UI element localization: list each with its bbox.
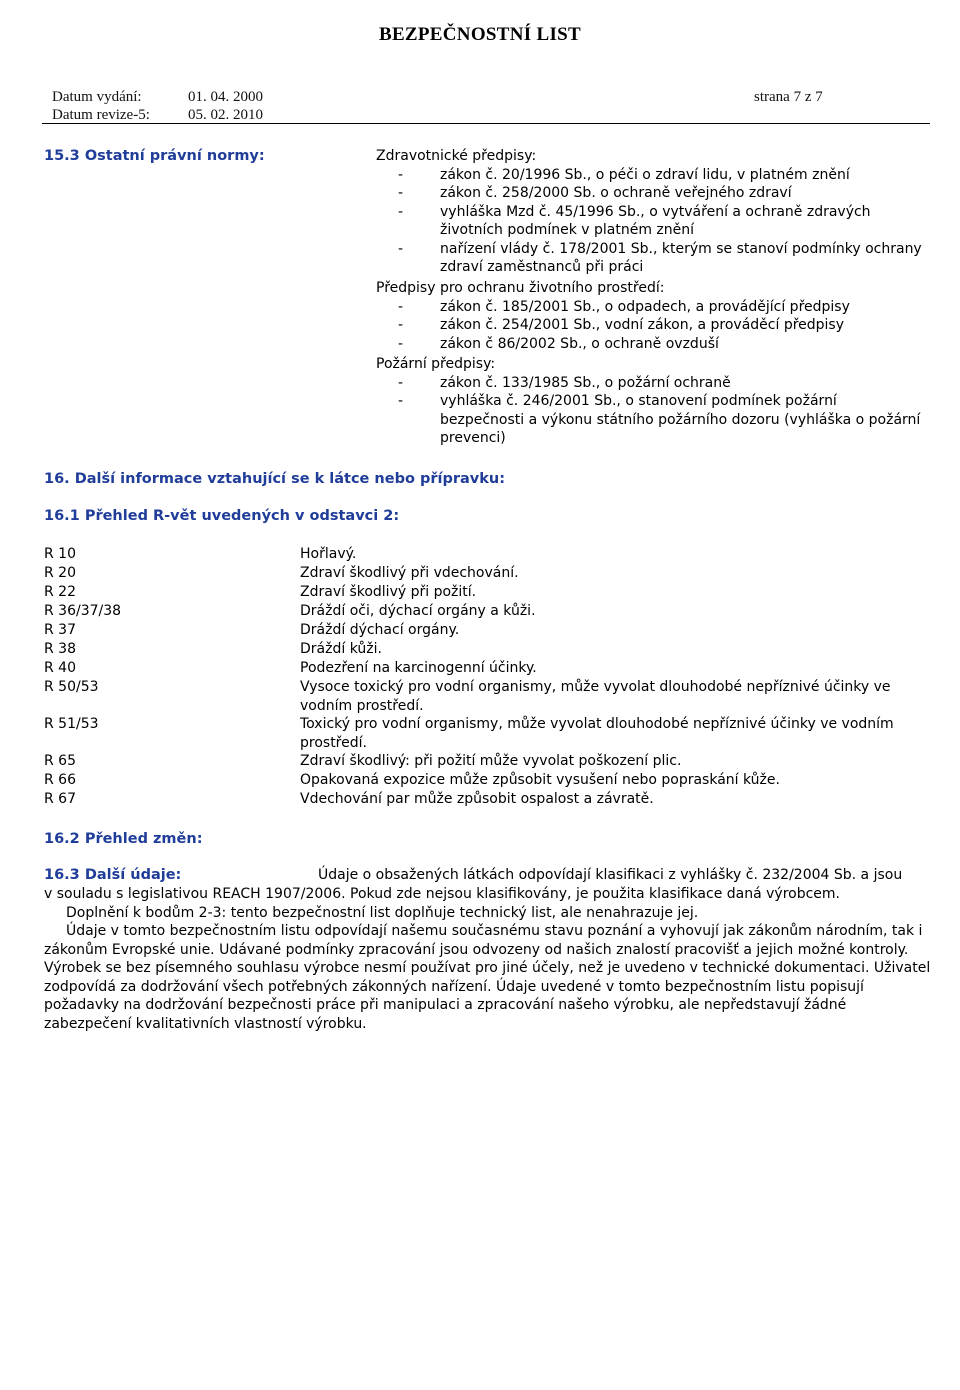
law-item: zákon č 86/2002 Sb., o ochraně ovzduší bbox=[440, 335, 719, 352]
r-text: Hořlavý. bbox=[300, 546, 357, 562]
law-item: vyhláška č. 246/2001 Sb., o stanovení podmínek požární bbox=[440, 393, 837, 409]
paragraph-line: požadavky na dodržování bezpečnosti práce při manipulaci a zpracování našeho výrobku, ale nepředstavují žádné bbox=[44, 997, 847, 1013]
r-code: R 10 bbox=[44, 546, 76, 562]
r-text: Toxický pro vodní organismy, může vyvolat dlouhodobé nepříznivé účinky ve vodním bbox=[300, 716, 894, 732]
law-item: nařízení vlády č. 178/2001 Sb., kterým se stanoví podmínky ochrany bbox=[440, 240, 922, 257]
header-divider bbox=[42, 123, 930, 124]
law-item: zákon č. 185/2001 Sb., o odpadech, a provádějící předpisy bbox=[440, 298, 850, 315]
page-number: strana 7 z 7 bbox=[754, 89, 823, 105]
revision-date-label: Datum revize-5: bbox=[52, 107, 150, 123]
paragraph-line: v souladu s legislativou REACH 1907/2006. Pokud zde nejsou klasifikovány, je použita klasifikace daná výrobcem. bbox=[44, 886, 840, 902]
list-bullet: - bbox=[398, 240, 404, 257]
list-bullet: - bbox=[398, 166, 404, 183]
issue-date-label: Datum vydání: bbox=[52, 89, 142, 105]
revision-date: 05. 02. 2010 bbox=[188, 107, 263, 123]
r-code: R 66 bbox=[44, 772, 76, 788]
section-15-3-heading: 15.3 Ostatní právní normy: bbox=[44, 148, 265, 164]
law-item-continuation: životních podmínek v platném znění bbox=[440, 222, 695, 238]
r-text: Zdraví škodlivý při požití. bbox=[300, 584, 477, 600]
list-bullet: - bbox=[398, 335, 404, 352]
paragraph-line: Údaje v tomto bezpečnostním listu odpovídají našemu současnému stavu poznání a vyhovují jak zákonům národním, tak i bbox=[66, 923, 923, 939]
group-title-environment: Předpisy pro ochranu životního prostředí: bbox=[376, 280, 665, 296]
r-code: R 37 bbox=[44, 622, 76, 638]
r-code: R 22 bbox=[44, 584, 76, 600]
r-text-continuation: vodním prostředí. bbox=[300, 697, 424, 714]
r-code: R 40 bbox=[44, 660, 76, 676]
law-item-continuation: prevenci) bbox=[440, 430, 506, 446]
law-item: zákon č. 254/2001 Sb., vodní zákon, a prováděcí předpisy bbox=[440, 317, 845, 333]
law-item: vyhláška Mzd č. 45/1996 Sb., o vytváření a ochraně zdravých bbox=[440, 203, 871, 220]
section-16-2-heading: 16.2 Přehled změn: bbox=[44, 831, 203, 847]
r-code: R 50/53 bbox=[44, 679, 99, 695]
r-code: R 67 bbox=[44, 791, 76, 807]
r-code: R 65 bbox=[44, 753, 76, 769]
paragraph-line: Výrobek se bez písemného souhlasu výrobce nesmí používat pro jiné účely, než je uvedeno v technické dokumentaci. Uživatel bbox=[44, 960, 931, 976]
law-item-continuation: zdraví zaměstnanců při práci bbox=[440, 259, 644, 275]
section-16-heading: 16. Další informace vztahující se k látce nebo přípravku: bbox=[44, 471, 506, 487]
r-text: Dráždí oči, dýchací orgány a kůži. bbox=[300, 603, 536, 619]
r-code: R 36/37/38 bbox=[44, 603, 122, 619]
list-bullet: - bbox=[398, 185, 404, 201]
law-item: zákon č. 258/2000 Sb. o ochraně veřejného zdraví bbox=[440, 185, 792, 201]
list-bullet: - bbox=[398, 298, 404, 315]
r-text-continuation: prostředí. bbox=[300, 734, 367, 751]
r-text: Podezření na karcinogenní účinky. bbox=[300, 660, 537, 676]
r-text: Vysoce toxický pro vodní organismy, může vyvolat dlouhodobé nepříznivé účinky ve bbox=[300, 679, 891, 695]
paragraph-line: Doplnění k bodům 2-3: tento bezpečnostní list doplňuje technický list, ale nenahrazuje jej. bbox=[66, 904, 699, 921]
section-16-3-heading: 16.3 Další údaje: bbox=[44, 867, 182, 883]
law-item: zákon č. 20/1996 Sb., o péči o zdraví lidu, v platném znění bbox=[440, 166, 850, 183]
list-bullet: - bbox=[398, 203, 404, 220]
law-item: zákon č. 133/1985 Sb., o požární ochraně bbox=[440, 374, 731, 391]
r-text: Dráždí dýchací orgány. bbox=[300, 622, 460, 638]
r-text: Vdechování par může způsobit ospalost a závratě. bbox=[300, 791, 654, 807]
paragraph-line: zabezpečení kvalitativních vlastností výrobku. bbox=[44, 1015, 367, 1032]
issue-date: 01. 04. 2000 bbox=[188, 89, 263, 105]
document-title: BEZPEČNOSTNÍ LIST bbox=[378, 24, 582, 45]
group-title-fire: Požární předpisy: bbox=[376, 356, 496, 372]
r-code: R 38 bbox=[44, 641, 76, 657]
list-bullet: - bbox=[398, 393, 404, 409]
list-bullet: - bbox=[398, 317, 404, 333]
r-text: Dráždí kůži. bbox=[300, 641, 382, 657]
list-bullet: - bbox=[398, 374, 404, 391]
section-16-1-heading: 16.1 Přehled R-vět uvedených v odstavci 2: bbox=[44, 508, 400, 524]
r-text: Zdraví škodlivý: při požití může vyvolat poškození plic. bbox=[300, 753, 682, 769]
group-title-health: Zdravotnické předpisy: bbox=[376, 148, 537, 164]
section-16-3-lead: Údaje o obsažených látkách odpovídají klasifikaci z vyhlášky č. 232/2004 Sb. a jsou bbox=[318, 867, 903, 883]
law-item-continuation: bezpečnosti a výkonu státního požárního dozoru (vyhláška o požární bbox=[440, 411, 921, 428]
r-code: R 51/53 bbox=[44, 716, 99, 732]
r-code: R 20 bbox=[44, 565, 76, 581]
r-text: Zdraví škodlivý při vdechování. bbox=[300, 565, 519, 581]
paragraph-line: zodpovídá za dodržování všech potřebných zákonných nařízení. Údaje uvedené v tomto bezpečnostním listu popisují bbox=[44, 978, 864, 995]
r-text: Opakovaná expozice může způsobit vysušení nebo popraskání kůže. bbox=[300, 772, 780, 788]
paragraph-line: zákonům Evropské unie. Udávané podmínky zpracování jsou odvozeny od našich znalostí pracovišť a jejich možné kontroly. bbox=[44, 941, 909, 958]
